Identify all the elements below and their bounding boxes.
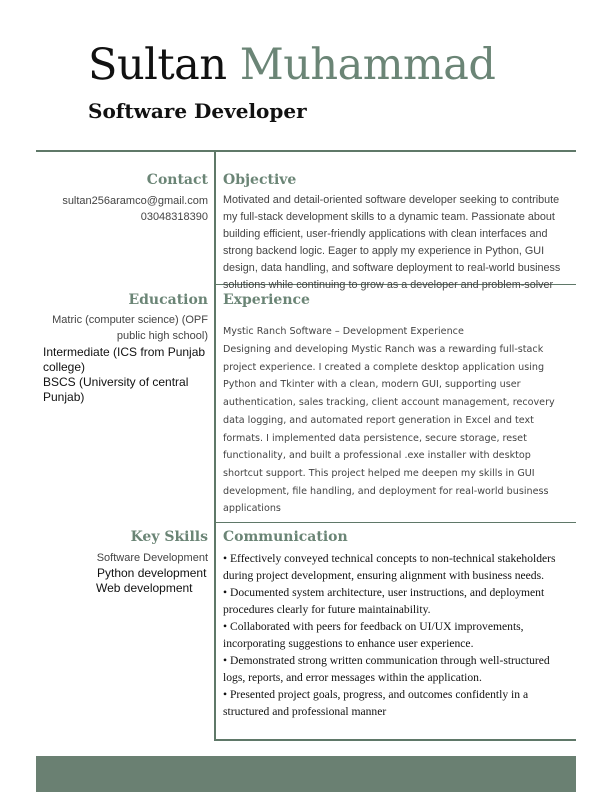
skill-item: Software Development <box>96 552 208 564</box>
column-divider <box>214 150 216 741</box>
contact-email: sultan256aramco@gmail.com <box>62 195 208 207</box>
section-divider <box>215 522 576 523</box>
education-item: Intermediate (ICS from Punjab college) <box>43 345 206 374</box>
communication-item: • Presented project goals, progress, and outcomes confidently in a structured and professional manner <box>223 688 529 718</box>
full-name <box>88 40 495 90</box>
objective-heading: Objective <box>223 172 297 188</box>
education-item: Matric (computer science) (OPF public high school) <box>52 314 208 342</box>
skills-heading: Key Skills <box>130 529 208 545</box>
education-item: BSCS (University of central Punjab) <box>43 375 189 404</box>
experience-role: Mystic Ranch Software – Development Experience <box>223 326 464 337</box>
communication-item: • Demonstrated strong written communication through well-structured logs, reports, and error messages within the application. <box>223 654 550 684</box>
section-divider <box>215 739 576 741</box>
education-heading: Education <box>128 292 208 308</box>
contact-info <box>62 193 208 225</box>
skill-item: Web development <box>96 581 193 595</box>
job-title: Software Developer <box>88 99 307 123</box>
header-divider <box>36 150 576 152</box>
last-name: Muhammad <box>239 40 496 90</box>
communication-item: • Effectively conveyed technical concepts to non-technical stakeholders during project development, ensuring alignment with business needs. <box>223 552 556 582</box>
communication-heading: Communication <box>223 529 348 545</box>
contact-heading: Contact <box>146 172 208 188</box>
skill-item: Python development <box>97 566 207 580</box>
communication-item: • Documented system architecture, user instructions, and deployment procedures clearly for future maintainability. <box>223 586 545 616</box>
footer-bar <box>36 756 576 792</box>
communication-item: • Collaborated with peers for feedback on UI/UX improvements, incorporating suggestions to enhance user experience. <box>223 620 524 650</box>
objective-text: Motivated and detail-oriented software developer seeking to contribute my full-stack development skills to a dynamic team. Passionate about building efficient, user-friendly applications with clean interfaces and strong backend logic. Eager to apply my experience in Python, GUI design, data handling, and software deployment to real-world business solutions while continuing to grow as a developer and problem-solver <box>223 194 561 291</box>
communication-list <box>223 550 573 720</box>
experience-heading: Experience <box>223 292 310 308</box>
experience-text: Designing and developing Mystic Ranch was a rewarding full-stack project experience. I created a complete desktop application using Python and Tkinter with a clean, modern GUI, supporting user authentication, sales tracking, client account management, recovery data logging, and automated report generation in Excel and text formats. I implemented data persistence, secure storage, reset functionality, and built a professional .exe installer with desktop shortcut support. This project helped me deepen my skills in GUI development, file handling, and deployment for real-world business applications <box>223 344 555 515</box>
contact-phone: 03048318390 <box>140 211 208 223</box>
first-name: Sultan <box>88 40 227 90</box>
